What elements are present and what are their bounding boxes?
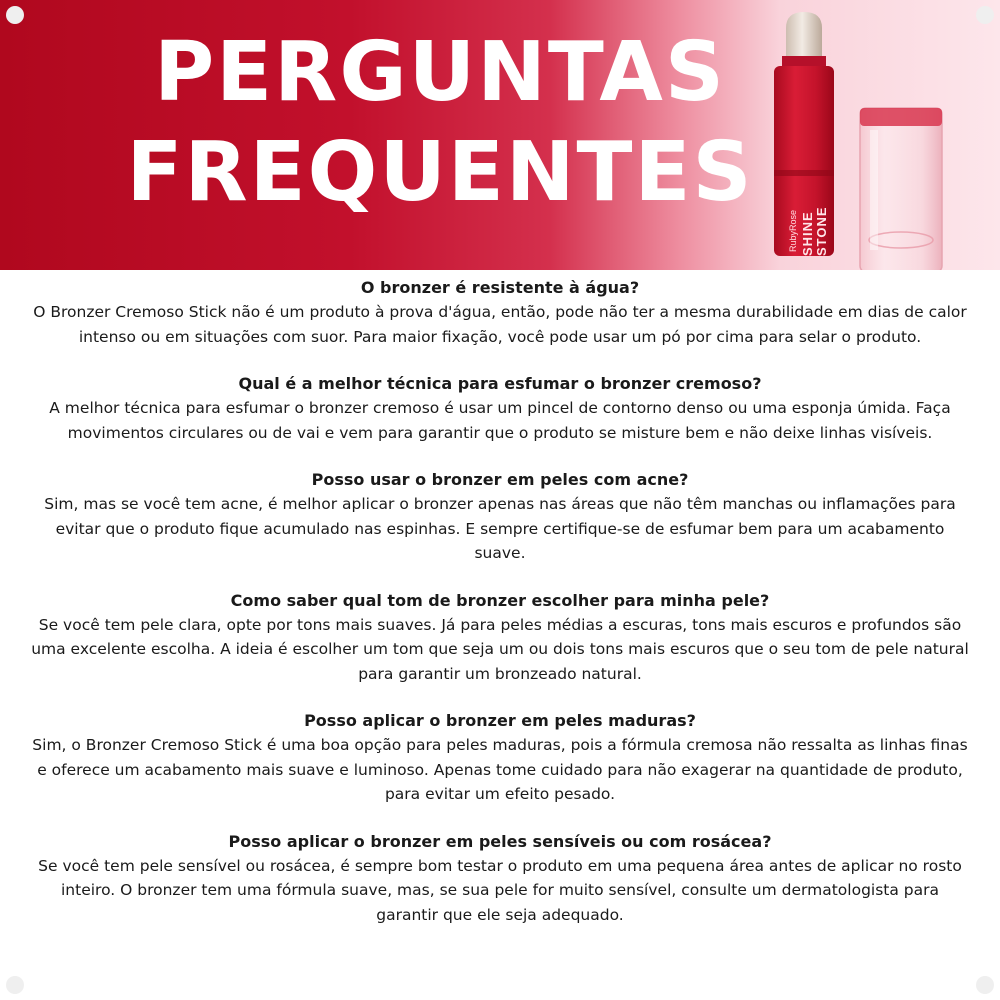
faq-question: Posso aplicar o bronzer em peles sensíveis ou com rosácea? bbox=[228, 831, 772, 851]
banner-title-line-2: FREQUENTES bbox=[126, 125, 754, 220]
corner-dot-decoration bbox=[6, 6, 24, 24]
faq-section bbox=[20, 276, 980, 950]
header-banner bbox=[0, 0, 1000, 270]
faq-item bbox=[20, 830, 980, 928]
product-brand-text: RubyRose bbox=[788, 209, 798, 252]
faq-answer: Se você tem pele clara, opte por tons mais suaves. Já para peles médias a escuras, tons mais escuros e profundos são uma excelente escolha. A ideia é escolher um tom que seja um ou dois tons mais escuros que o seu tom de pele natural para garantir um bronzeado natural. bbox=[31, 615, 969, 683]
faq-item bbox=[20, 589, 980, 687]
corner-dot-decoration bbox=[976, 976, 994, 994]
banner-title-line-1: PERGUNTAS bbox=[154, 25, 726, 120]
faq-item bbox=[20, 372, 980, 445]
faq-question: O bronzer é resistente à água? bbox=[360, 278, 640, 297]
faq-question: Posso aplicar o bronzer em peles maduras? bbox=[304, 711, 696, 730]
faq-item bbox=[20, 468, 980, 566]
faq-answer: Sim, o Bronzer Cremoso Stick é uma boa opção para peles maduras, pois a fórmula cremosa não ressalta as linhas finas e oferece um acabamento mais suave e luminoso. Apenas tome cuidado para não exagerar na quantidade de produto, para evitar um efeito pesado. bbox=[32, 736, 968, 803]
faq-item bbox=[20, 276, 980, 349]
faq-question: Qual é a melhor técnica para esfumar o bronzer cremoso? bbox=[238, 374, 762, 393]
product-stick-image bbox=[760, 0, 960, 270]
corner-dot-decoration bbox=[976, 6, 994, 24]
faq-answer: Se você tem pele sensível ou rosácea, é sempre bom testar o produto em uma pequena área antes de aplicar no rosto inteiro. O bronzer tem uma fórmula suave, mas, se sua pele for muito sensível, consulte um dermatologista para garantir que ele seja adequado. bbox=[38, 856, 962, 924]
faq-answer: A melhor técnica para esfumar o bronzer cremoso é usar um pincel de contorno denso ou uma esponja úmida. Faça movimentos circulares ou de vai e vem para garantir que o produto se misture bem e não deixe linhas visíveis. bbox=[49, 399, 951, 442]
faq-answer: Sim, mas se você tem acne, é melhor aplicar o bronzer apenas nas áreas que não têm manchas ou inflamações para evitar que o produto fique acumulado nas espinhas. E sempre certifique-se de esfumar bem para um acabamento suave. bbox=[44, 495, 956, 562]
svg-text:SHINE: SHINE bbox=[800, 211, 815, 256]
faq-item bbox=[20, 709, 980, 807]
faq-answer: O Bronzer Cremoso Stick não é um produto à prova d'água, então, pode não ter a mesma durabilidade em dias de calor intenso ou em situações com suor. Para maior fixação, você pode usar um pó por cima para selar o produto. bbox=[33, 303, 967, 346]
corner-dot-decoration bbox=[6, 976, 24, 994]
svg-text:STONE: STONE bbox=[814, 206, 829, 256]
faq-question: Posso usar o bronzer em peles com acne? bbox=[311, 470, 689, 489]
faq-question: Como saber qual tom de bronzer escolher para minha pele? bbox=[230, 590, 770, 610]
